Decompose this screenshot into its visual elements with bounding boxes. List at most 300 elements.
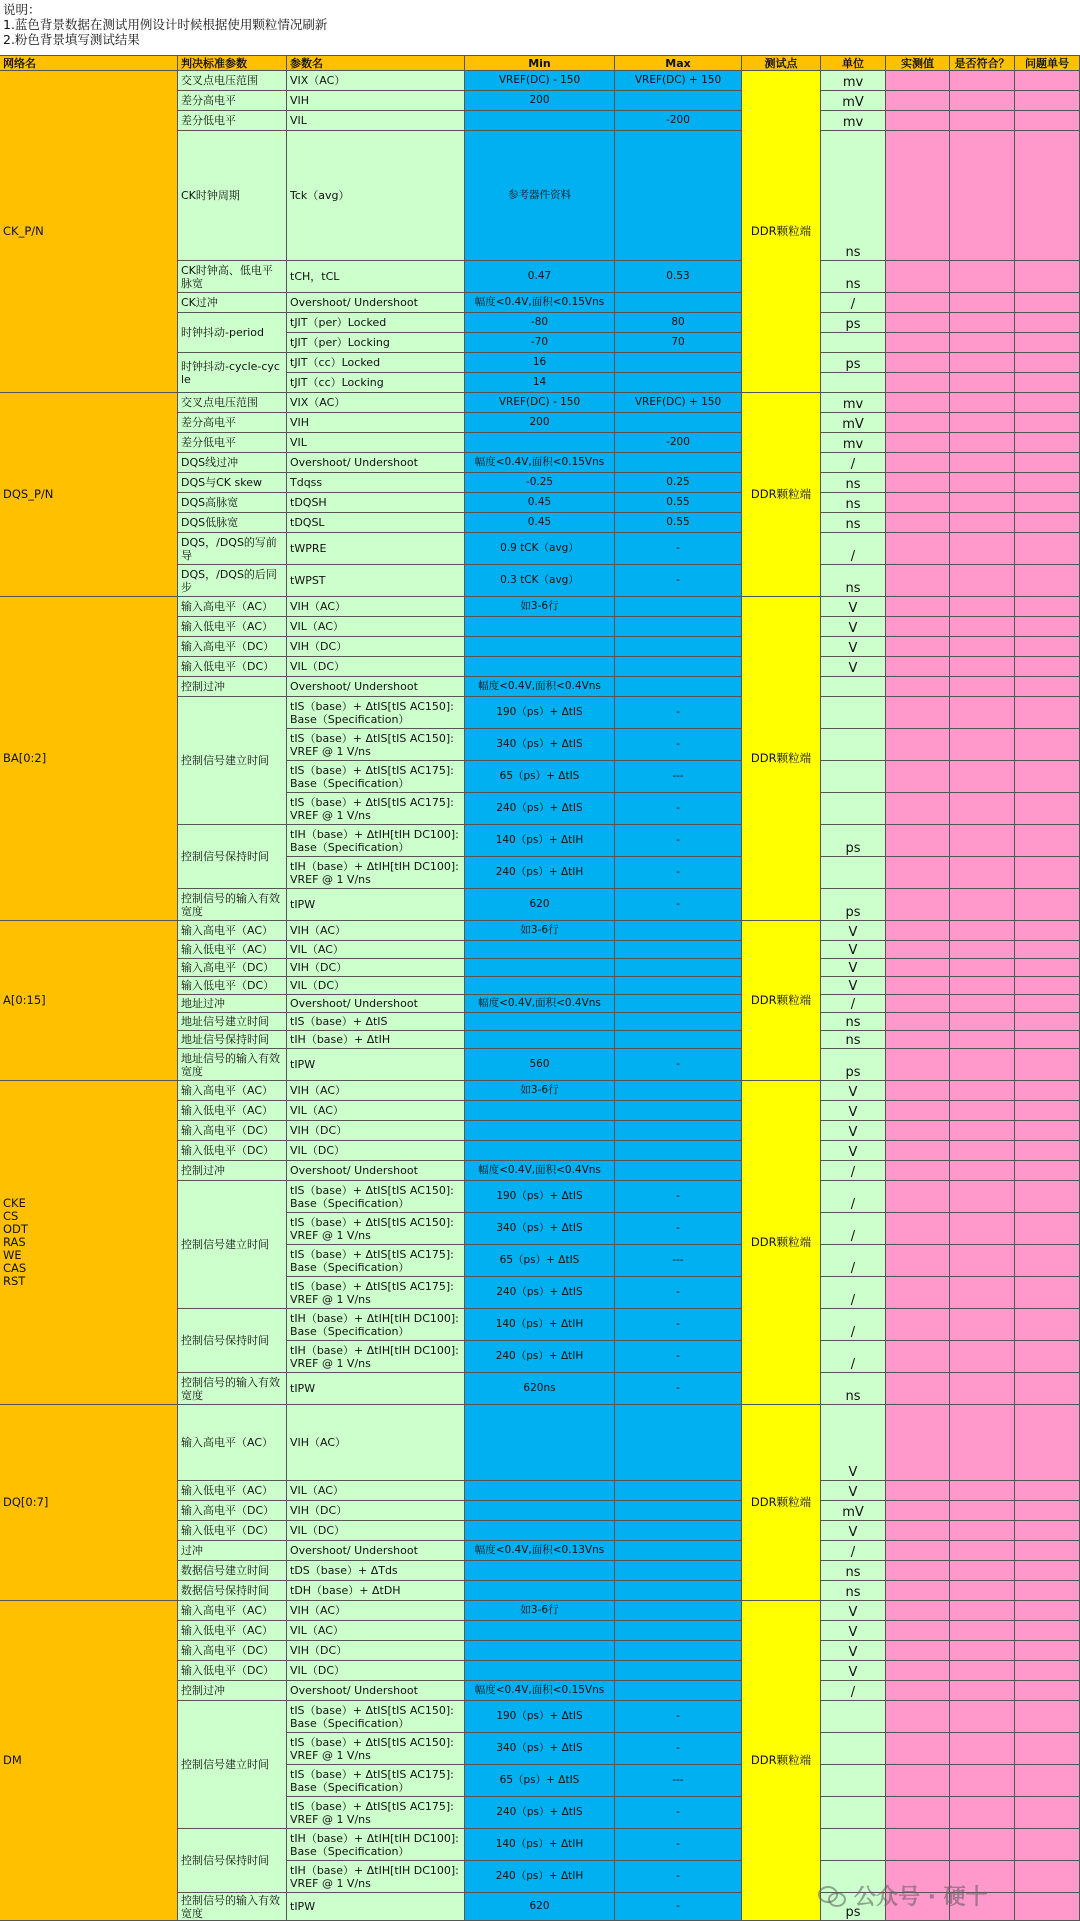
max-value[interactable]: VREF(DC) + 150 <box>615 71 742 91</box>
header-unit[interactable]: 单位 <box>821 55 886 71</box>
pass-check-input[interactable] <box>950 793 1015 825</box>
parameter-cell[interactable]: tWPST <box>287 565 465 597</box>
max-value[interactable] <box>615 657 742 677</box>
parameter-cell[interactable]: VIL（DC） <box>287 977 465 995</box>
criterion-cell[interactable]: 差分高电平 <box>178 91 287 111</box>
measured-value-input[interactable] <box>886 1733 950 1765</box>
min-value[interactable]: 参考器件资料 <box>465 131 615 261</box>
max-value[interactable] <box>615 959 742 977</box>
issue-number-input[interactable] <box>1015 941 1080 959</box>
max-value[interactable]: 70 <box>615 333 742 353</box>
unit-cell[interactable]: / <box>821 533 886 565</box>
unit-cell[interactable]: mv <box>821 393 886 413</box>
pass-check-input[interactable] <box>950 1031 1015 1049</box>
parameter-cell[interactable]: tJIT（per）Locking <box>287 333 465 353</box>
max-value[interactable] <box>615 373 742 393</box>
pass-check-input[interactable] <box>950 1621 1015 1641</box>
unit-cell[interactable]: ns <box>821 473 886 493</box>
min-value[interactable]: 幅度<0.4V,面积<0.4Vns <box>465 995 615 1013</box>
measured-value-input[interactable] <box>886 293 950 313</box>
parameter-cell[interactable]: tDQSL <box>287 513 465 533</box>
pass-check-input[interactable] <box>950 493 1015 513</box>
issue-number-input[interactable] <box>1015 697 1080 729</box>
max-value[interactable] <box>615 1141 742 1161</box>
max-value[interactable] <box>615 453 742 473</box>
pass-check-input[interactable] <box>950 1373 1015 1405</box>
pass-check-input[interactable] <box>950 1581 1015 1601</box>
measured-value-input[interactable] <box>886 1049 950 1081</box>
net-name[interactable]: BA[0:2] <box>0 597 178 921</box>
measured-value-input[interactable] <box>886 1481 950 1501</box>
parameter-cell[interactable]: tDS（base）+ ΔTds <box>287 1561 465 1581</box>
unit-cell[interactable] <box>821 333 886 353</box>
max-value[interactable]: 0.55 <box>615 493 742 513</box>
min-value[interactable]: VREF(DC) - 150 <box>465 393 615 413</box>
criterion-cell[interactable]: DQS，/DQS的写前导 <box>178 533 287 565</box>
pass-check-input[interactable] <box>950 453 1015 473</box>
parameter-cell[interactable]: VIH（AC） <box>287 1081 465 1101</box>
criterion-cell[interactable]: 控制信号保持时间 <box>178 825 287 889</box>
parameter-cell[interactable]: VIH（DC） <box>287 1641 465 1661</box>
issue-number-input[interactable] <box>1015 1101 1080 1121</box>
min-value[interactable]: 幅度<0.4V,面积<0.15Vns <box>465 453 615 473</box>
parameter-cell[interactable]: tIS（base）+ ΔtIS[tIS AC150]: Base（Specification） <box>287 1701 465 1733</box>
parameter-cell[interactable]: VIL（DC） <box>287 1661 465 1681</box>
criterion-cell[interactable]: 输入高电平（AC） <box>178 921 287 941</box>
min-value[interactable]: 如3-6行 <box>465 1601 615 1621</box>
issue-number-input[interactable] <box>1015 995 1080 1013</box>
unit-cell[interactable] <box>821 373 886 393</box>
issue-number-input[interactable] <box>1015 1733 1080 1765</box>
pass-check-input[interactable] <box>950 1081 1015 1101</box>
issue-number-input[interactable] <box>1015 91 1080 111</box>
pass-check-input[interactable] <box>950 373 1015 393</box>
test-point[interactable]: DDR颗粒端 <box>742 1081 821 1405</box>
unit-cell[interactable]: V <box>821 1101 886 1121</box>
max-value[interactable] <box>615 1581 742 1601</box>
pass-check-input[interactable] <box>950 729 1015 761</box>
criterion-cell[interactable]: 控制信号保持时间 <box>178 1829 287 1893</box>
criterion-cell[interactable]: 输入低电平（AC） <box>178 617 287 637</box>
min-value[interactable]: 65（ps）+ ΔtIS <box>465 1245 615 1277</box>
criterion-cell[interactable]: 控制信号的输入有效宽度 <box>178 889 287 921</box>
issue-number-input[interactable] <box>1015 1521 1080 1541</box>
criterion-cell[interactable]: 控制信号保持时间 <box>178 1309 287 1373</box>
min-value[interactable] <box>465 637 615 657</box>
parameter-cell[interactable]: tJIT（per）Locked <box>287 313 465 333</box>
issue-number-input[interactable] <box>1015 1141 1080 1161</box>
max-value[interactable] <box>615 413 742 433</box>
min-value[interactable]: 240（ps）+ ΔtIS <box>465 1797 615 1829</box>
min-value[interactable]: 65（ps）+ ΔtIS <box>465 1765 615 1797</box>
criterion-cell[interactable]: 输入低电平（DC） <box>178 657 287 677</box>
max-value[interactable]: - <box>615 889 742 921</box>
measured-value-input[interactable] <box>886 793 950 825</box>
min-value[interactable]: 190（ps）+ ΔtIS <box>465 1701 615 1733</box>
header-measured[interactable]: 实测值 <box>886 55 950 71</box>
criterion-cell[interactable]: 输入高电平（DC） <box>178 1121 287 1141</box>
measured-value-input[interactable] <box>886 1405 950 1481</box>
issue-number-input[interactable] <box>1015 373 1080 393</box>
unit-cell[interactable] <box>821 1733 886 1765</box>
min-value[interactable]: 65（ps）+ ΔtIS <box>465 761 615 793</box>
pass-check-input[interactable] <box>950 1161 1015 1181</box>
parameter-cell[interactable]: tIS（base）+ ΔtIS[tIS AC175]: Base（Specification） <box>287 1245 465 1277</box>
measured-value-input[interactable] <box>886 697 950 729</box>
min-value[interactable]: 如3-6行 <box>465 1081 615 1101</box>
net-name[interactable]: CKE CS ODT RAS WE CAS RST <box>0 1081 178 1405</box>
pass-check-input[interactable] <box>950 1681 1015 1701</box>
pass-check-input[interactable] <box>950 1733 1015 1765</box>
parameter-cell[interactable]: VIL（AC） <box>287 617 465 637</box>
criterion-cell[interactable]: 控制信号建立时间 <box>178 697 287 825</box>
parameter-cell[interactable]: VIH（DC） <box>287 959 465 977</box>
issue-number-input[interactable] <box>1015 565 1080 597</box>
parameter-cell[interactable]: VIL <box>287 111 465 131</box>
test-point[interactable]: DDR颗粒端 <box>742 71 821 393</box>
max-value[interactable] <box>615 1481 742 1501</box>
max-value[interactable] <box>615 597 742 617</box>
min-value[interactable]: 幅度<0.4V,面积<0.15Vns <box>465 293 615 313</box>
max-value[interactable]: - <box>615 1829 742 1861</box>
min-value[interactable]: 140（ps）+ ΔtIH <box>465 1829 615 1861</box>
unit-cell[interactable]: ps <box>821 313 886 333</box>
max-value[interactable] <box>615 1641 742 1661</box>
unit-cell[interactable] <box>821 793 886 825</box>
min-value[interactable]: 200 <box>465 91 615 111</box>
parameter-cell[interactable]: tIS（base）+ ΔtIS[tIS AC175]: VREF @ 1 V/ns <box>287 1277 465 1309</box>
unit-cell[interactable]: V <box>821 1661 886 1681</box>
max-value[interactable] <box>615 941 742 959</box>
parameter-cell[interactable]: VIH（AC） <box>287 921 465 941</box>
criterion-cell[interactable]: 控制过冲 <box>178 1681 287 1701</box>
criterion-cell[interactable]: 输入低电平（DC） <box>178 977 287 995</box>
issue-number-input[interactable] <box>1015 1861 1080 1893</box>
issue-number-input[interactable] <box>1015 1581 1080 1601</box>
criterion-cell[interactable]: CK时钟周期 <box>178 131 287 261</box>
measured-value-input[interactable] <box>886 597 950 617</box>
unit-cell[interactable]: ns <box>821 1561 886 1581</box>
parameter-cell[interactable]: Overshoot/ Undershoot <box>287 1681 465 1701</box>
measured-value-input[interactable] <box>886 413 950 433</box>
max-value[interactable]: - <box>615 729 742 761</box>
max-value[interactable]: - <box>615 1277 742 1309</box>
unit-cell[interactable]: / <box>821 453 886 473</box>
pass-check-input[interactable] <box>950 1797 1015 1829</box>
unit-cell[interactable]: ps <box>821 1049 886 1081</box>
parameter-cell[interactable]: tIS（base）+ ΔtIS[tIS AC150]: VREF @ 1 V/ns <box>287 1733 465 1765</box>
min-value[interactable]: 240（ps）+ ΔtIS <box>465 1277 615 1309</box>
pass-check-input[interactable] <box>950 533 1015 565</box>
issue-number-input[interactable] <box>1015 637 1080 657</box>
pass-check-input[interactable] <box>950 1277 1015 1309</box>
measured-value-input[interactable] <box>886 373 950 393</box>
unit-cell[interactable]: mv <box>821 433 886 453</box>
pass-check-input[interactable] <box>950 1405 1015 1481</box>
criterion-cell[interactable]: DQS，/DQS的后同步 <box>178 565 287 597</box>
issue-number-input[interactable] <box>1015 1031 1080 1049</box>
parameter-cell[interactable]: VIH <box>287 413 465 433</box>
pass-check-input[interactable] <box>950 941 1015 959</box>
measured-value-input[interactable] <box>886 959 950 977</box>
pass-check-input[interactable] <box>950 433 1015 453</box>
max-value[interactable]: - <box>615 1797 742 1829</box>
pass-check-input[interactable] <box>950 91 1015 111</box>
unit-cell[interactable]: V <box>821 1405 886 1481</box>
criterion-cell[interactable]: 输入高电平（DC） <box>178 637 287 657</box>
min-value[interactable] <box>465 657 615 677</box>
max-value[interactable]: - <box>615 1213 742 1245</box>
min-value[interactable]: 190（ps）+ ΔtIS <box>465 697 615 729</box>
measured-value-input[interactable] <box>886 1161 950 1181</box>
criterion-cell[interactable]: 输入低电平（DC） <box>178 1141 287 1161</box>
min-value[interactable]: 620 <box>465 1893 615 1921</box>
issue-number-input[interactable] <box>1015 1481 1080 1501</box>
parameter-cell[interactable]: VIH（AC） <box>287 597 465 617</box>
unit-cell[interactable]: / <box>821 1681 886 1701</box>
pass-check-input[interactable] <box>950 393 1015 413</box>
issue-number-input[interactable] <box>1015 413 1080 433</box>
unit-cell[interactable]: V <box>821 1481 886 1501</box>
pass-check-input[interactable] <box>950 657 1015 677</box>
pass-check-input[interactable] <box>950 1701 1015 1733</box>
header-net[interactable]: 网络名 <box>0 55 178 71</box>
pass-check-input[interactable] <box>950 637 1015 657</box>
issue-number-input[interactable] <box>1015 597 1080 617</box>
parameter-cell[interactable]: tIPW <box>287 1049 465 1081</box>
measured-value-input[interactable] <box>886 313 950 333</box>
min-value[interactable] <box>465 111 615 131</box>
measured-value-input[interactable] <box>886 1797 950 1829</box>
issue-number-input[interactable] <box>1015 1049 1080 1081</box>
pass-check-input[interactable] <box>950 977 1015 995</box>
net-name[interactable]: A[0:15] <box>0 921 178 1081</box>
parameter-cell[interactable]: VIH <box>287 91 465 111</box>
max-value[interactable]: - <box>615 1701 742 1733</box>
max-value[interactable] <box>615 1031 742 1049</box>
issue-number-input[interactable] <box>1015 131 1080 261</box>
min-value[interactable]: 140（ps）+ ΔtIH <box>465 1309 615 1341</box>
parameter-cell[interactable]: VIL（DC） <box>287 657 465 677</box>
max-value[interactable]: -200 <box>615 433 742 453</box>
criterion-cell[interactable]: 交叉点电压范围 <box>178 393 287 413</box>
measured-value-input[interactable] <box>886 353 950 373</box>
measured-value-input[interactable] <box>886 131 950 261</box>
issue-number-input[interactable] <box>1015 513 1080 533</box>
unit-cell[interactable]: ns <box>821 513 886 533</box>
unit-cell[interactable]: mV <box>821 413 886 433</box>
unit-cell[interactable]: ns <box>821 1581 886 1601</box>
min-value[interactable]: 0.47 <box>465 261 615 293</box>
pass-check-input[interactable] <box>950 565 1015 597</box>
criterion-cell[interactable]: 输入低电平（DC） <box>178 1661 287 1681</box>
unit-cell[interactable]: V <box>821 1521 886 1541</box>
unit-cell[interactable]: / <box>821 1309 886 1341</box>
pass-check-input[interactable] <box>950 111 1015 131</box>
max-value[interactable]: - <box>615 533 742 565</box>
issue-number-input[interactable] <box>1015 1829 1080 1861</box>
issue-number-input[interactable] <box>1015 1121 1080 1141</box>
min-value[interactable]: 幅度<0.4V,面积<0.4Vns <box>465 1161 615 1181</box>
criterion-cell[interactable]: 地址信号保持时间 <box>178 1031 287 1049</box>
measured-value-input[interactable] <box>886 71 950 91</box>
pass-check-input[interactable] <box>950 959 1015 977</box>
issue-number-input[interactable] <box>1015 1309 1080 1341</box>
issue-number-input[interactable] <box>1015 453 1080 473</box>
parameter-cell[interactable]: Tdqss <box>287 473 465 493</box>
min-value[interactable]: 0.45 <box>465 493 615 513</box>
net-name[interactable]: CK_P/N <box>0 71 178 393</box>
min-value[interactable]: 16 <box>465 353 615 373</box>
measured-value-input[interactable] <box>886 333 950 353</box>
max-value[interactable] <box>615 91 742 111</box>
measured-value-input[interactable] <box>886 825 950 857</box>
measured-value-input[interactable] <box>886 1213 950 1245</box>
parameter-cell[interactable]: tDH（base）+ ΔtDH <box>287 1581 465 1601</box>
header-criterion[interactable]: 判决标准参数 <box>178 55 287 71</box>
min-value[interactable] <box>465 941 615 959</box>
test-point[interactable]: DDR颗粒端 <box>742 1405 821 1601</box>
parameter-cell[interactable]: Overshoot/ Undershoot <box>287 293 465 313</box>
pass-check-input[interactable] <box>950 1661 1015 1681</box>
parameter-cell[interactable]: tIS（base）+ ΔtIS[tIS AC175]: VREF @ 1 V/ns <box>287 1797 465 1829</box>
issue-number-input[interactable] <box>1015 493 1080 513</box>
unit-cell[interactable]: mv <box>821 111 886 131</box>
unit-cell[interactable] <box>821 761 886 793</box>
issue-number-input[interactable] <box>1015 1161 1080 1181</box>
unit-cell[interactable]: ns <box>821 1373 886 1405</box>
pass-check-input[interactable] <box>950 825 1015 857</box>
unit-cell[interactable]: V <box>821 617 886 637</box>
pass-check-input[interactable] <box>950 71 1015 91</box>
parameter-cell[interactable]: Overshoot/ Undershoot <box>287 1541 465 1561</box>
header-test-point[interactable]: 测试点 <box>742 55 821 71</box>
issue-number-input[interactable] <box>1015 1405 1080 1481</box>
criterion-cell[interactable]: 输入高电平（AC） <box>178 1405 287 1481</box>
unit-cell[interactable]: V <box>821 1081 886 1101</box>
criterion-cell[interactable]: 交叉点电压范围 <box>178 71 287 91</box>
max-value[interactable]: - <box>615 1861 742 1893</box>
max-value[interactable]: 0.55 <box>615 513 742 533</box>
unit-cell[interactable]: / <box>821 1181 886 1213</box>
pass-check-input[interactable] <box>950 1561 1015 1581</box>
max-value[interactable] <box>615 677 742 697</box>
min-value[interactable]: 200 <box>465 413 615 433</box>
issue-number-input[interactable] <box>1015 1181 1080 1213</box>
measured-value-input[interactable] <box>886 1245 950 1277</box>
measured-value-input[interactable] <box>886 533 950 565</box>
pass-check-input[interactable] <box>950 261 1015 293</box>
pass-check-input[interactable] <box>950 995 1015 1013</box>
max-value[interactable]: - <box>615 1341 742 1373</box>
unit-cell[interactable]: V <box>821 977 886 995</box>
issue-number-input[interactable] <box>1015 1541 1080 1561</box>
parameter-cell[interactable]: tIS（base）+ ΔtIS[tIS AC175]: Base（Specification） <box>287 1765 465 1797</box>
unit-cell[interactable]: V <box>821 1621 886 1641</box>
pass-check-input[interactable] <box>950 889 1015 921</box>
min-value[interactable]: 340（ps）+ ΔtIS <box>465 1213 615 1245</box>
issue-number-input[interactable] <box>1015 657 1080 677</box>
test-point[interactable]: DDR颗粒端 <box>742 393 821 597</box>
min-value[interactable] <box>465 433 615 453</box>
measured-value-input[interactable] <box>886 889 950 921</box>
parameter-cell[interactable]: tIH（base）+ ΔtIH[tIH DC100]: VREF @ 1 V/ns <box>287 1341 465 1373</box>
criterion-cell[interactable]: 数据信号建立时间 <box>178 1561 287 1581</box>
min-value[interactable]: 620ns <box>465 1373 615 1405</box>
unit-cell[interactable]: V <box>821 1641 886 1661</box>
max-value[interactable]: -200 <box>615 111 742 131</box>
measured-value-input[interactable] <box>886 1621 950 1641</box>
issue-number-input[interactable] <box>1015 433 1080 453</box>
pass-check-input[interactable] <box>950 1481 1015 1501</box>
parameter-cell[interactable]: VIX（AC） <box>287 71 465 91</box>
criterion-cell[interactable]: 控制信号的输入有效宽度 <box>178 1893 287 1921</box>
pass-check-input[interactable] <box>950 413 1015 433</box>
measured-value-input[interactable] <box>886 921 950 941</box>
pass-check-input[interactable] <box>950 617 1015 637</box>
min-value[interactable] <box>465 1101 615 1121</box>
measured-value-input[interactable] <box>886 677 950 697</box>
criterion-cell[interactable]: 输入高电平（AC） <box>178 1081 287 1101</box>
issue-number-input[interactable] <box>1015 71 1080 91</box>
min-value[interactable] <box>465 1405 615 1481</box>
measured-value-input[interactable] <box>886 1373 950 1405</box>
test-point[interactable]: DDR颗粒端 <box>742 921 821 1081</box>
net-name[interactable]: DM <box>0 1601 178 1921</box>
issue-number-input[interactable] <box>1015 1701 1080 1733</box>
criterion-cell[interactable]: 输入高电平（AC） <box>178 1601 287 1621</box>
max-value[interactable]: - <box>615 1049 742 1081</box>
min-value[interactable]: -0.25 <box>465 473 615 493</box>
min-value[interactable]: -70 <box>465 333 615 353</box>
measured-value-input[interactable] <box>886 111 950 131</box>
max-value[interactable]: - <box>615 1733 742 1765</box>
pass-check-input[interactable] <box>950 353 1015 373</box>
parameter-cell[interactable]: tIS（base）+ ΔtIS[tIS AC150]: Base（Specification） <box>287 697 465 729</box>
measured-value-input[interactable] <box>886 1765 950 1797</box>
parameter-cell[interactable]: VIL（AC） <box>287 1101 465 1121</box>
min-value[interactable] <box>465 959 615 977</box>
max-value[interactable] <box>615 131 742 261</box>
pass-check-input[interactable] <box>950 1245 1015 1277</box>
measured-value-input[interactable] <box>886 941 950 959</box>
issue-number-input[interactable] <box>1015 473 1080 493</box>
header-issue[interactable]: 问题单号 <box>1015 55 1080 71</box>
issue-number-input[interactable] <box>1015 1245 1080 1277</box>
issue-number-input[interactable] <box>1015 1277 1080 1309</box>
min-value[interactable]: 240（ps）+ ΔtIH <box>465 1341 615 1373</box>
min-value[interactable] <box>465 1121 615 1141</box>
pass-check-input[interactable] <box>950 677 1015 697</box>
header-pass[interactable]: 是否符合？ <box>950 55 1015 71</box>
unit-cell[interactable]: / <box>821 293 886 313</box>
max-value[interactable] <box>615 617 742 637</box>
criterion-cell[interactable]: 输入低电平（AC） <box>178 1621 287 1641</box>
max-value[interactable]: - <box>615 793 742 825</box>
max-value[interactable]: - <box>615 1181 742 1213</box>
max-value[interactable]: VREF(DC) + 150 <box>615 393 742 413</box>
min-value[interactable]: 幅度<0.4V,面积<0.4Vns <box>465 677 615 697</box>
max-value[interactable] <box>615 1541 742 1561</box>
measured-value-input[interactable] <box>886 977 950 995</box>
parameter-cell[interactable]: tIPW <box>287 1893 465 1921</box>
min-value[interactable]: 如3-6行 <box>465 597 615 617</box>
min-value[interactable]: 0.9 tCK（avg） <box>465 533 615 565</box>
max-value[interactable] <box>615 995 742 1013</box>
max-value[interactable] <box>615 1121 742 1141</box>
issue-number-input[interactable] <box>1015 1797 1080 1829</box>
min-value[interactable] <box>465 1501 615 1521</box>
